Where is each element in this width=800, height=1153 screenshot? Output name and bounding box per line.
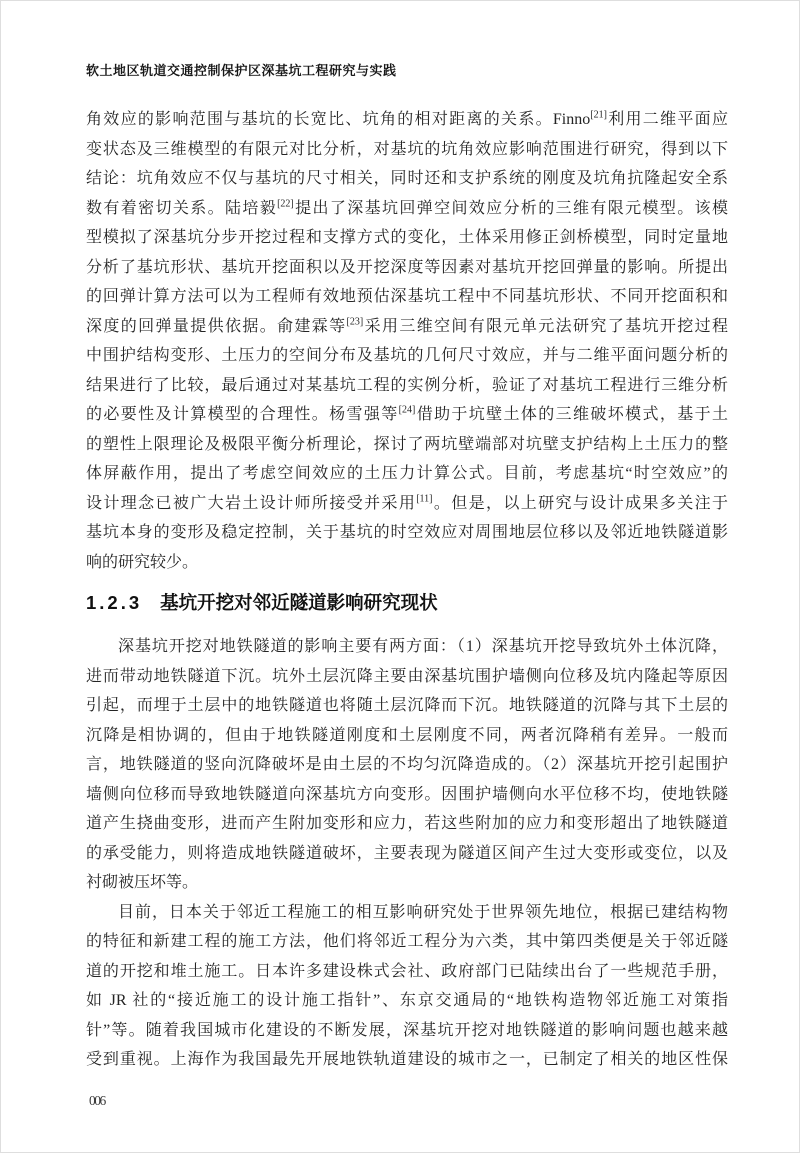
running-header <box>86 60 397 79</box>
text-line: 的承受能力，则将造成地铁隧道破坏，主要表现为隧道区间产生过大变形或变位，以及 <box>86 844 728 862</box>
paragraph <box>86 898 728 1075</box>
citation-superscript: [22] <box>277 198 294 210</box>
text-line: 的回弹计算方法可以为工程师有效地预估深基坑工程中不同基坑形状、不同开挖面积和 <box>86 288 728 305</box>
text-line: 深基坑开挖对地铁隧道的影响主要有两方面：（1）深基坑开挖导致坑外土体沉降， <box>118 638 728 655</box>
body-text <box>86 105 728 1075</box>
text-line: 衬砌被压坏等。 <box>86 874 199 891</box>
text-line: 如 JR 社的“接近施工的设计施工指针”、东京交通局的“地铁构造物邻近施工对策指 <box>86 992 728 1009</box>
text-line: 引起，而埋于土层中的地铁隧道也将随土层沉降而下沉。地铁隧道的沉降与其下土层的 <box>86 697 728 714</box>
text-line: 结果进行了比较，最后通过对某基坑工程的实例分析，验证了对基坑工程进行三维分析 <box>86 376 728 394</box>
citation-superscript: [23] <box>346 316 364 328</box>
text-line: 道产生挠曲变形，进而产生附加变形和应力，若这些附加的应力和变形超出了地铁隧道 <box>86 815 728 832</box>
text-line: 结论：坑角效应不仅与基坑的尺寸相关，同时还和支护系统的刚度及坑角抗隆起安全系 <box>86 170 728 187</box>
citation-superscript: [24] <box>398 404 416 416</box>
page-number: 006 <box>89 1093 105 1108</box>
text-line: 型模拟了深基坑分步开挖过程和支撑方式的变化，土体采用修正剑桥模型，同时定量地 <box>86 229 728 246</box>
citation-superscript: [11] <box>416 493 433 505</box>
text-line: 的必要性及计算模型的合理性。杨雪强等[24]借助于坑壁土体的三维破坏模式，基于土 <box>86 404 728 423</box>
paragraph <box>86 105 728 577</box>
text-line: 角效应的影响范围与基坑的长宽比、坑角的相对距离的关系。Finno[21]利用二维平面应 <box>86 109 728 128</box>
text-line: 变状态及三维模型的有限元对比分析，对基坑的坑角效应影响范围进行研究，得到以下 <box>86 140 728 158</box>
paragraph <box>86 632 728 898</box>
text-line: 分析了基坑形状、基坑开挖面积以及开挖深度等因素对基坑开挖回弹量的影响。所提出 <box>86 258 728 276</box>
citation-superscript: [21] <box>590 109 607 121</box>
text-line: 进而带动地铁隧道下沉。坑外土层沉降主要由深基坑围护墙侧向位移及坑内隆起等原因 <box>86 667 728 685</box>
text-line: 设计理念已被广大岩土设计师所接受并采用[11]。但是，以上研究与设计成果多关注于 <box>86 493 728 512</box>
text-line: 响的研究较少。 <box>86 553 199 571</box>
text-line: 深度的回弹量提供依据。俞建霖等[23]采用三维空间有限元单元法研究了基坑开挖过程 <box>86 316 728 335</box>
text-line: 体屏蔽作用，提出了考虑空间效应的土压力计算公式。目前，考虑基坑“时空效应”的 <box>86 465 728 482</box>
section-heading <box>86 590 728 616</box>
running-header-title: 软土地区轨道交通控制保护区深基坑工程研究与实践 <box>86 63 397 78</box>
text-line: 的特征和新建工程的施工方法，他们将邻近工程分为六类，其中第四类便是关于邻近隧 <box>86 933 728 950</box>
text-line: 沉降是相协调的，但由于地铁隧道刚度和土层刚度不同，两者沉降稍有差异。一般而 <box>86 726 728 744</box>
text-line: 道的开挖和堆土施工。日本许多建设株式会社、政府部门已陆续出台了一些规范手册， <box>86 962 728 980</box>
text-line: 基坑本身的变形及稳定控制，关于基坑的时空效应对周围地层位移以及邻近地铁隧道影 <box>86 524 728 541</box>
text-line: 墙侧向位移而导致地铁隧道向深基坑方向变形。因围护墙侧向水平位移不均，使地铁隧 <box>86 785 728 803</box>
text-line: 言，地铁隧道的竖向沉降破坏是由土层的不均匀沉降造成的。（2）深基坑开挖引起围护 <box>86 756 728 773</box>
text-line: 的塑性上限理论及极限平衡分析理论，探讨了两坑壁端部对坑壁支护结构上土压力的整 <box>86 435 728 453</box>
section-title: 基坑开挖对邻近隧道影响研究现状 <box>160 592 438 613</box>
text-line: 数有着密切关系。陆培毅[22]提出了深基坑回弹空间效应分析的三维有限元模型。该模 <box>86 198 728 217</box>
text-line: 针”等。随着我国城市化建设的不断发展，深基坑开挖对地铁隧道的影响问题也越来越 <box>86 1021 728 1039</box>
text-line: 中围护结构变形、土压力的空间分布及基坑的几何尺寸效应，并与二维平面问题分析的 <box>86 347 728 364</box>
section-number: 1.2.3 <box>86 592 143 613</box>
text-line: 受到重视。上海作为我国最先开展地铁轨道建设的城市之一，已制定了相关的地区性保 <box>86 1051 728 1068</box>
text-line: 目前，日本关于邻近工程施工的相互影响研究处于世界领先地位，根据已建结构物 <box>118 903 728 921</box>
